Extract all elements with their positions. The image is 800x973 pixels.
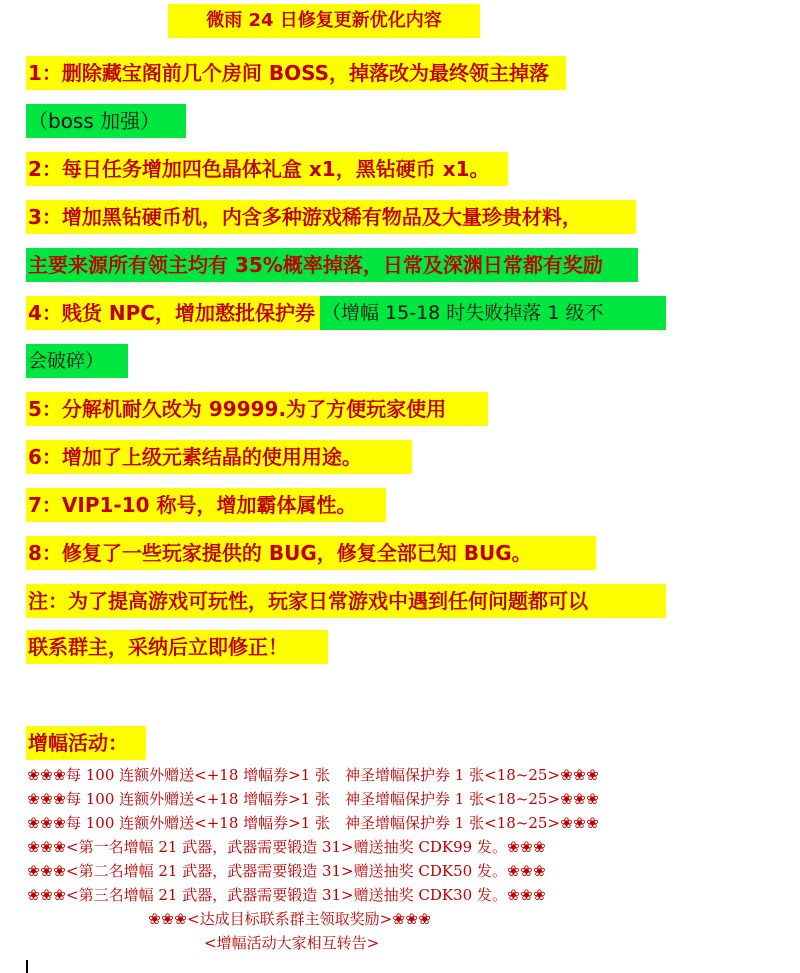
flower-icon: ❀ bbox=[560, 766, 573, 784]
item-4-text-c: ，增加憨批保护券 bbox=[154, 301, 315, 325]
activity-line-2-text: 每 100 连额外赠送<+18 增幅券>1 张 神圣增幅保护券 1 张<18~25> bbox=[66, 790, 560, 808]
item-7 bbox=[26, 488, 386, 522]
activity-line-6 bbox=[27, 884, 546, 907]
item-4-text-a: 贱货 bbox=[61, 301, 109, 325]
flower-icon: ❀ bbox=[161, 910, 174, 928]
activity-footer-text: <增幅活动大家相互转告> bbox=[204, 934, 380, 952]
item-1-note bbox=[26, 104, 186, 138]
activity-line-2 bbox=[27, 788, 599, 811]
flower-icon: ❀ bbox=[40, 886, 53, 904]
item-8-text-b: BUG bbox=[268, 541, 317, 565]
note-line-2 bbox=[26, 630, 328, 664]
note-line-1-text: 注：为了提高游戏可玩性，玩家日常游戏中遇到任何问题都可以 bbox=[28, 589, 588, 613]
item-8 bbox=[26, 536, 596, 570]
document-title bbox=[168, 4, 480, 38]
flower-icon: ❀ bbox=[573, 790, 586, 808]
item-1 bbox=[26, 56, 566, 90]
flower-icon: ❀ bbox=[53, 814, 66, 832]
flower-icon: ❀ bbox=[405, 910, 418, 928]
item-8-text-c: ，修复全部已知 bbox=[316, 541, 464, 565]
item-3-source-a: 主要来源所有领主均有 bbox=[28, 253, 235, 277]
activity-line-4-text: <第一名增幅 21 武器，武器需要锻造 31>赠送抽奖 CDK99 发。 bbox=[66, 838, 507, 856]
flower-icon: ❀ bbox=[586, 814, 599, 832]
activity-line-3 bbox=[27, 812, 599, 835]
item-4-number: 4： bbox=[28, 301, 62, 325]
flower-icon: ❀ bbox=[418, 910, 431, 928]
activity-line-3-text: 每 100 连额外赠送<+18 增幅券>1 张 神圣增幅保护券 1 张<18~25> bbox=[66, 814, 560, 832]
item-8-number: 8： bbox=[28, 541, 62, 565]
item-1-text-b: BOSS bbox=[268, 61, 330, 85]
item-5-text-a: 分解机耐久改为 bbox=[61, 397, 209, 421]
item-2-number: 2： bbox=[28, 157, 62, 181]
flower-icon: ❀ bbox=[520, 886, 533, 904]
flower-icon: ❀ bbox=[573, 766, 586, 784]
item-1-text-c: ，掉落改为最终领主掉落 bbox=[329, 61, 550, 85]
flower-icon: ❀ bbox=[507, 862, 520, 880]
activity-line-5 bbox=[27, 860, 546, 883]
activity-heading-text: 增幅活动： bbox=[28, 731, 128, 755]
flower-icon: ❀ bbox=[53, 862, 66, 880]
flower-icon: ❀ bbox=[533, 886, 546, 904]
flower-icon: ❀ bbox=[27, 766, 40, 784]
item-2-text-d: x1 bbox=[442, 157, 470, 181]
item-1-text-a: 删除藏宝阁前几个房间 bbox=[61, 61, 269, 85]
item-2-text-e: 。 bbox=[469, 157, 490, 181]
item-3-source bbox=[26, 248, 638, 282]
flower-icon: ❀ bbox=[53, 766, 66, 784]
activity-line-5-text: <第二名增幅 21 武器，武器需要锻造 31>赠送抽奖 CDK50 发。 bbox=[66, 862, 507, 880]
activity-closing bbox=[148, 908, 431, 931]
item-6-text: 增加了上级元素结晶的使用用途。 bbox=[61, 445, 362, 469]
item-3-source-b: 35% bbox=[234, 253, 283, 277]
item-2-text-c: ，黑钻硬币 bbox=[335, 157, 443, 181]
activity-line-1 bbox=[27, 764, 599, 787]
title-text: 微雨 24 日修复更新优化内容 bbox=[206, 10, 442, 31]
item-1-number: 1： bbox=[28, 61, 62, 85]
item-3-text: 增加黑钻硬币机，内含多种游戏稀有物品及大量珍贵材料， bbox=[61, 205, 582, 229]
item-5-text-b: 99999. bbox=[208, 397, 287, 421]
item-2 bbox=[26, 152, 508, 186]
flower-icon: ❀ bbox=[586, 766, 599, 784]
item-7-text-b: 称号，增加霸体属性。 bbox=[156, 493, 357, 517]
item-2-text-a: 每日任务增加四色晶体礼盒 bbox=[61, 157, 309, 181]
item-1-note-text: （boss 加强） bbox=[28, 109, 161, 133]
flower-icon: ❀ bbox=[40, 838, 53, 856]
flower-icon: ❀ bbox=[53, 886, 66, 904]
flower-icon: ❀ bbox=[40, 766, 53, 784]
item-4-note-cont-text: 会破碎） bbox=[28, 350, 105, 372]
item-4-text-b: NPC bbox=[108, 301, 155, 325]
flower-icon: ❀ bbox=[573, 814, 586, 832]
note-line-2-text: 联系群主，采纳后立即修正！ bbox=[28, 635, 288, 659]
flower-icon: ❀ bbox=[533, 838, 546, 856]
flower-icon: ❀ bbox=[27, 814, 40, 832]
flower-icon: ❀ bbox=[586, 790, 599, 808]
item-4-note-text: （增幅 15-18 时失败掉落 1 级不 bbox=[322, 302, 604, 324]
item-5-number: 5： bbox=[28, 397, 62, 421]
item-8-text-a: 修复了一些玩家提供的 bbox=[61, 541, 269, 565]
flower-icon: ❀ bbox=[507, 886, 520, 904]
item-4-note-cont bbox=[26, 344, 128, 378]
flower-icon: ❀ bbox=[392, 910, 405, 928]
item-4-note bbox=[320, 296, 666, 330]
item-4 bbox=[26, 296, 324, 330]
activity-line-1-text: 每 100 连额外赠送<+18 增幅券>1 张 神圣增幅保护券 1 张<18~25> bbox=[66, 766, 560, 784]
flower-icon: ❀ bbox=[40, 790, 53, 808]
flower-icon: ❀ bbox=[53, 790, 66, 808]
item-3 bbox=[26, 200, 636, 234]
flower-icon: ❀ bbox=[27, 862, 40, 880]
flower-icon: ❀ bbox=[40, 814, 53, 832]
item-8-text-d: BUG bbox=[463, 541, 512, 565]
activity-closing-text: <达成目标联系群主领取奖励> bbox=[187, 910, 393, 928]
item-6 bbox=[26, 440, 412, 474]
flower-icon: ❀ bbox=[533, 862, 546, 880]
item-5-text-c: 为了方便玩家使用 bbox=[286, 397, 447, 421]
flower-icon: ❀ bbox=[27, 886, 40, 904]
activity-heading bbox=[26, 726, 146, 760]
flower-icon: ❀ bbox=[174, 910, 187, 928]
flower-icon: ❀ bbox=[560, 790, 573, 808]
item-3-source-c: 概率掉落，日常及深渊日常都有奖励 bbox=[282, 253, 603, 277]
activity-line-6-text: <第三名增幅 21 武器，武器需要锻造 31>赠送抽奖 CDK30 发。 bbox=[66, 886, 507, 904]
flower-icon: ❀ bbox=[560, 814, 573, 832]
flower-icon: ❀ bbox=[53, 838, 66, 856]
item-5 bbox=[26, 392, 488, 426]
flower-icon: ❀ bbox=[520, 838, 533, 856]
note-line-1 bbox=[26, 584, 666, 618]
flower-icon: ❀ bbox=[148, 910, 161, 928]
text-cursor bbox=[26, 960, 28, 973]
item-3-number: 3： bbox=[28, 205, 62, 229]
flower-icon: ❀ bbox=[520, 862, 533, 880]
item-8-text-e: 。 bbox=[511, 541, 532, 565]
flower-icon: ❀ bbox=[40, 862, 53, 880]
flower-icon: ❀ bbox=[27, 838, 40, 856]
item-7-number: 7： bbox=[28, 493, 62, 517]
activity-footer bbox=[204, 932, 379, 955]
flower-icon: ❀ bbox=[27, 790, 40, 808]
item-6-number: 6： bbox=[28, 445, 62, 469]
item-2-text-b: x1 bbox=[308, 157, 336, 181]
flower-icon: ❀ bbox=[507, 838, 520, 856]
item-7-text-a: VIP1-10 bbox=[61, 493, 157, 517]
activity-line-4 bbox=[27, 836, 546, 859]
